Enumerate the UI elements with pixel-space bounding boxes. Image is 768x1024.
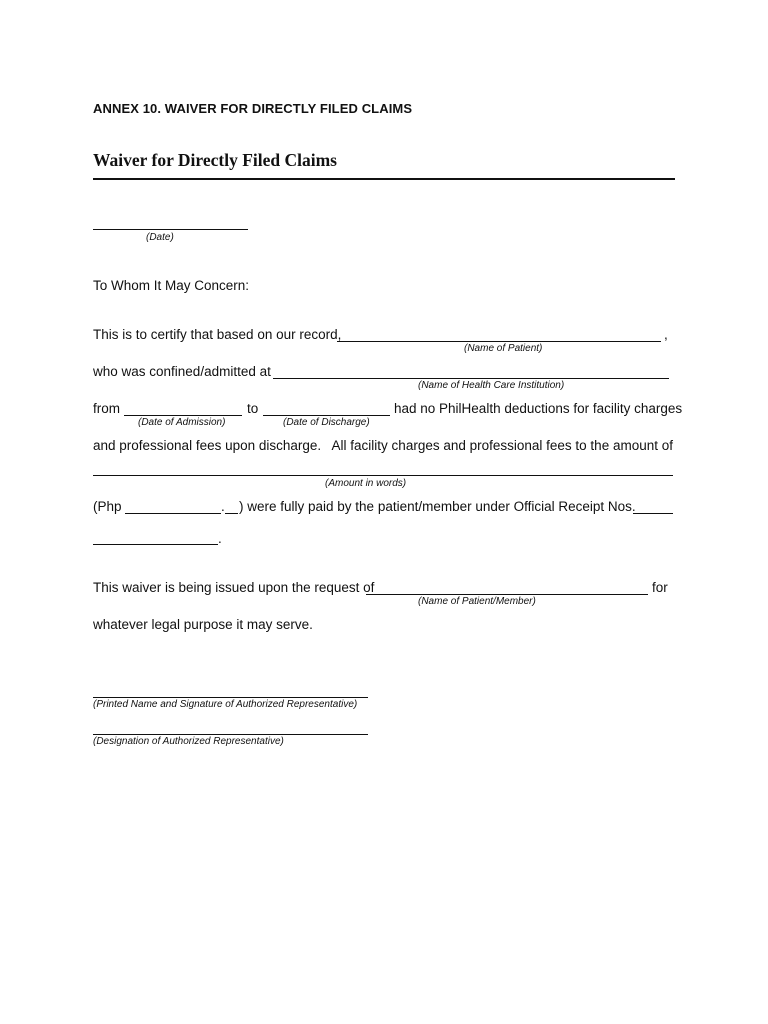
paid-text: ) were fully paid by the patient/member under Official Receipt Nos.	[239, 499, 636, 514]
annex-heading: ANNEX 10. WAIVER FOR DIRECTLY FILED CLAIMS	[93, 101, 413, 116]
professional-fees-line	[93, 438, 673, 453]
waiver-prefix: This waiver is being issued upon the request of	[93, 580, 375, 595]
health-care-institution-blank[interactable]	[273, 378, 669, 379]
patient-name-caption: (Name of Patient)	[464, 343, 543, 354]
document-title: Waiver for Directly Filed Claims	[93, 150, 337, 170]
to-word: to	[247, 401, 259, 416]
signature-caption: (Printed Name and Signature of Authorized Representative)	[93, 699, 358, 710]
discharge-date-blank[interactable]	[263, 415, 390, 416]
designation-caption: (Designation of Authorized Representative)	[93, 736, 284, 747]
php-dot: .	[221, 499, 225, 514]
no-deductions-text: had no PhilHealth deductions for facility charges	[394, 401, 683, 416]
certify-prefix: This is to certify that based on our record,	[93, 327, 342, 342]
professional-fees-text: and professional fees upon discharge.	[93, 438, 322, 453]
designation-blank[interactable]	[93, 734, 368, 735]
php-cents-blank[interactable]	[225, 513, 238, 514]
patient-name-blank[interactable]	[337, 341, 661, 342]
legal-purpose-text: whatever legal purpose it may serve.	[93, 617, 313, 632]
official-receipt-continuation-blank[interactable]	[93, 544, 218, 545]
date-caption: (Date)	[146, 232, 174, 243]
certify-comma: ,	[664, 327, 668, 342]
discharge-date-caption: (Date of Discharge)	[283, 417, 370, 428]
official-receipt-blank[interactable]	[633, 513, 673, 514]
waiver-for: for	[652, 580, 668, 595]
php-amount-blank[interactable]	[125, 513, 221, 514]
amount-in-words-caption: (Amount in words)	[325, 478, 407, 489]
amount-in-words-blank[interactable]	[93, 475, 673, 476]
admission-date-blank[interactable]	[124, 415, 242, 416]
or-end-period: .	[218, 531, 222, 546]
confined-prefix: who was confined/admitted at	[93, 364, 271, 379]
date-blank[interactable]	[93, 229, 248, 230]
signature-blank[interactable]	[93, 697, 368, 698]
health-care-institution-caption: (Name of Health Care Institution)	[418, 380, 565, 391]
patient-member-blank[interactable]	[366, 594, 648, 595]
php-prefix: (Php	[93, 499, 122, 514]
title-rule	[93, 178, 675, 180]
admission-date-caption: (Date of Admission)	[138, 417, 226, 428]
patient-member-caption: (Name of Patient/Member)	[418, 596, 536, 607]
all-charges-text: All facility charges and professional fees to the amount of	[331, 438, 673, 453]
from-word: from	[93, 401, 120, 416]
salutation: To Whom It May Concern:	[93, 278, 250, 293]
